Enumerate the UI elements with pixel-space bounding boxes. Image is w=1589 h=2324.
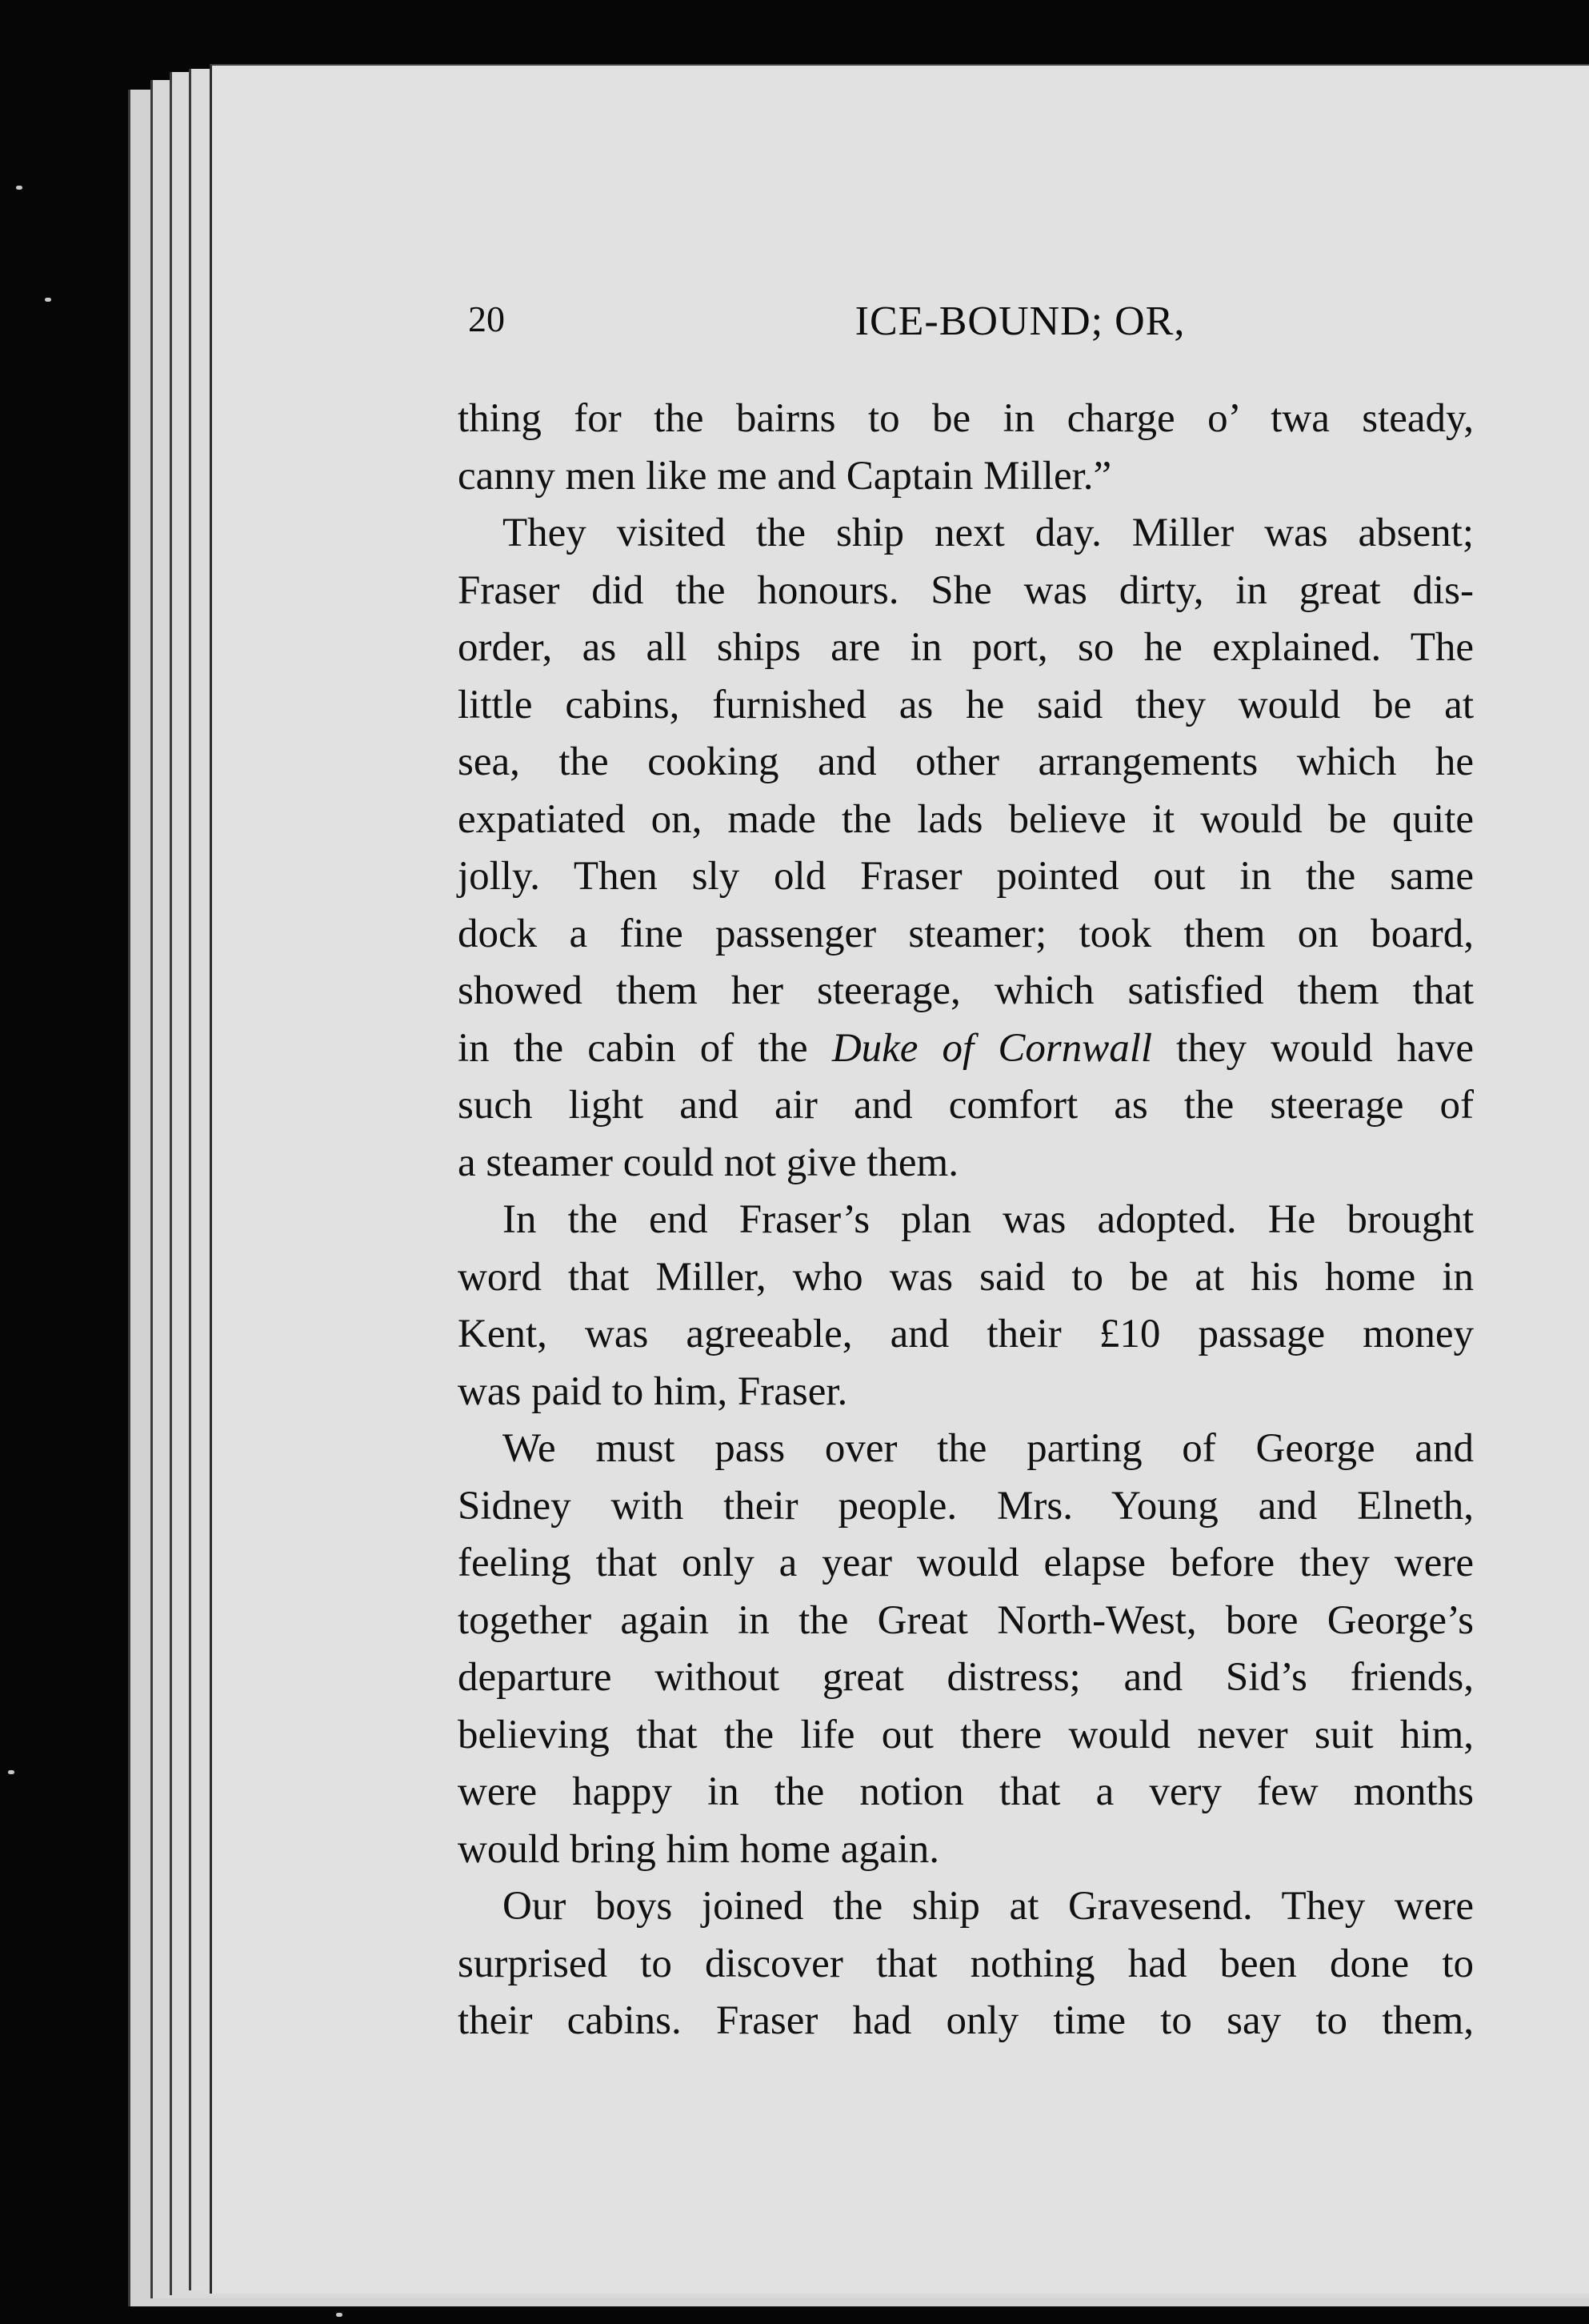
text-line: feeling that only a year would elapse before they were	[458, 1541, 1474, 1585]
text-line: together again in the Great North-West, bore George’s	[458, 1597, 1474, 1643]
text-line: was paid to him, Fraser.	[458, 1368, 848, 1414]
scan-speck	[336, 2313, 342, 2317]
text-line: They visited the ship next day. Miller was absent;	[502, 511, 1474, 555]
page-header	[468, 298, 1508, 362]
running-head: ICE-BOUND; OR,	[855, 299, 1186, 344]
paragraph-1	[458, 391, 1474, 505]
text-line: showed them her steerage, which satisfied them that	[458, 968, 1474, 1013]
text-line: dock a fine passenger steamer; took them on board,	[458, 911, 1474, 956]
paragraph-5	[458, 1878, 1474, 2050]
text-line: thing for the bairns to be in charge o’ twa steady,	[458, 396, 1474, 441]
text-line: word that Miller, who was said to be at his home in	[458, 1254, 1474, 1300]
text-line: Fraser did the honours. She was dirty, in great dis-	[458, 567, 1474, 613]
text-line: surprised to discover that nothing had been done to	[458, 1941, 1474, 1986]
page-number: 20	[468, 299, 505, 339]
text-line: believing that the life out there would never suit him,	[458, 1712, 1474, 1757]
text-line: Sidney with their people. Mrs. Young and Elneth,	[458, 1483, 1474, 1529]
text-line: In the end Fraser’s plan was adopted. He brought	[502, 1197, 1474, 1242]
text-line: Kent, was agreeable, and their £10 passage money	[458, 1312, 1474, 1356]
text-line: canny men like me and Captain Miller.”	[458, 453, 1112, 499]
text-line: sea, the cooking and other arrangements which he	[458, 739, 1474, 784]
text-line-with-title	[458, 1020, 1474, 1078]
text-line: We must pass over the parting of George and	[502, 1426, 1474, 1471]
text-line: would bring him home again.	[458, 1826, 939, 1872]
paragraph-4	[458, 1420, 1474, 1878]
text-line: little cabins, furnished as he said they would be at	[458, 682, 1474, 727]
text-line: Our boys joined the ship at Gravesend. They were	[502, 1884, 1474, 1929]
text-line: their cabins. Fraser had only time to say to them,	[458, 1998, 1474, 2043]
scan-speck	[16, 186, 22, 190]
ship-name: Duke of Cornwall	[831, 1025, 1153, 1071]
paragraph-2	[458, 505, 1474, 1192]
text-line: a steamer could not give them.	[458, 1140, 959, 1185]
text-line: were happy in the notion that a very few months	[458, 1769, 1474, 1814]
text-line: departure without great distress; and Sid’s friends,	[458, 1655, 1474, 1700]
scan-speck	[45, 298, 51, 302]
text-line: such light and air and comfort as the steerage of	[458, 1083, 1474, 1128]
body-text	[458, 391, 1474, 2050]
text-line: jolly. Then sly old Fraser pointed out in the same	[458, 854, 1474, 899]
paragraph-3	[458, 1192, 1474, 1420]
text-line: expatiated on, made the lads believe it would be quite	[458, 796, 1474, 842]
text-fragment: in the cabin of the	[458, 1025, 832, 1071]
text-fragment: they would have	[1152, 1025, 1474, 1071]
scan-speck	[8, 1770, 14, 1774]
text-line: order, as all ships are in port, so he explained. The	[458, 625, 1474, 670]
